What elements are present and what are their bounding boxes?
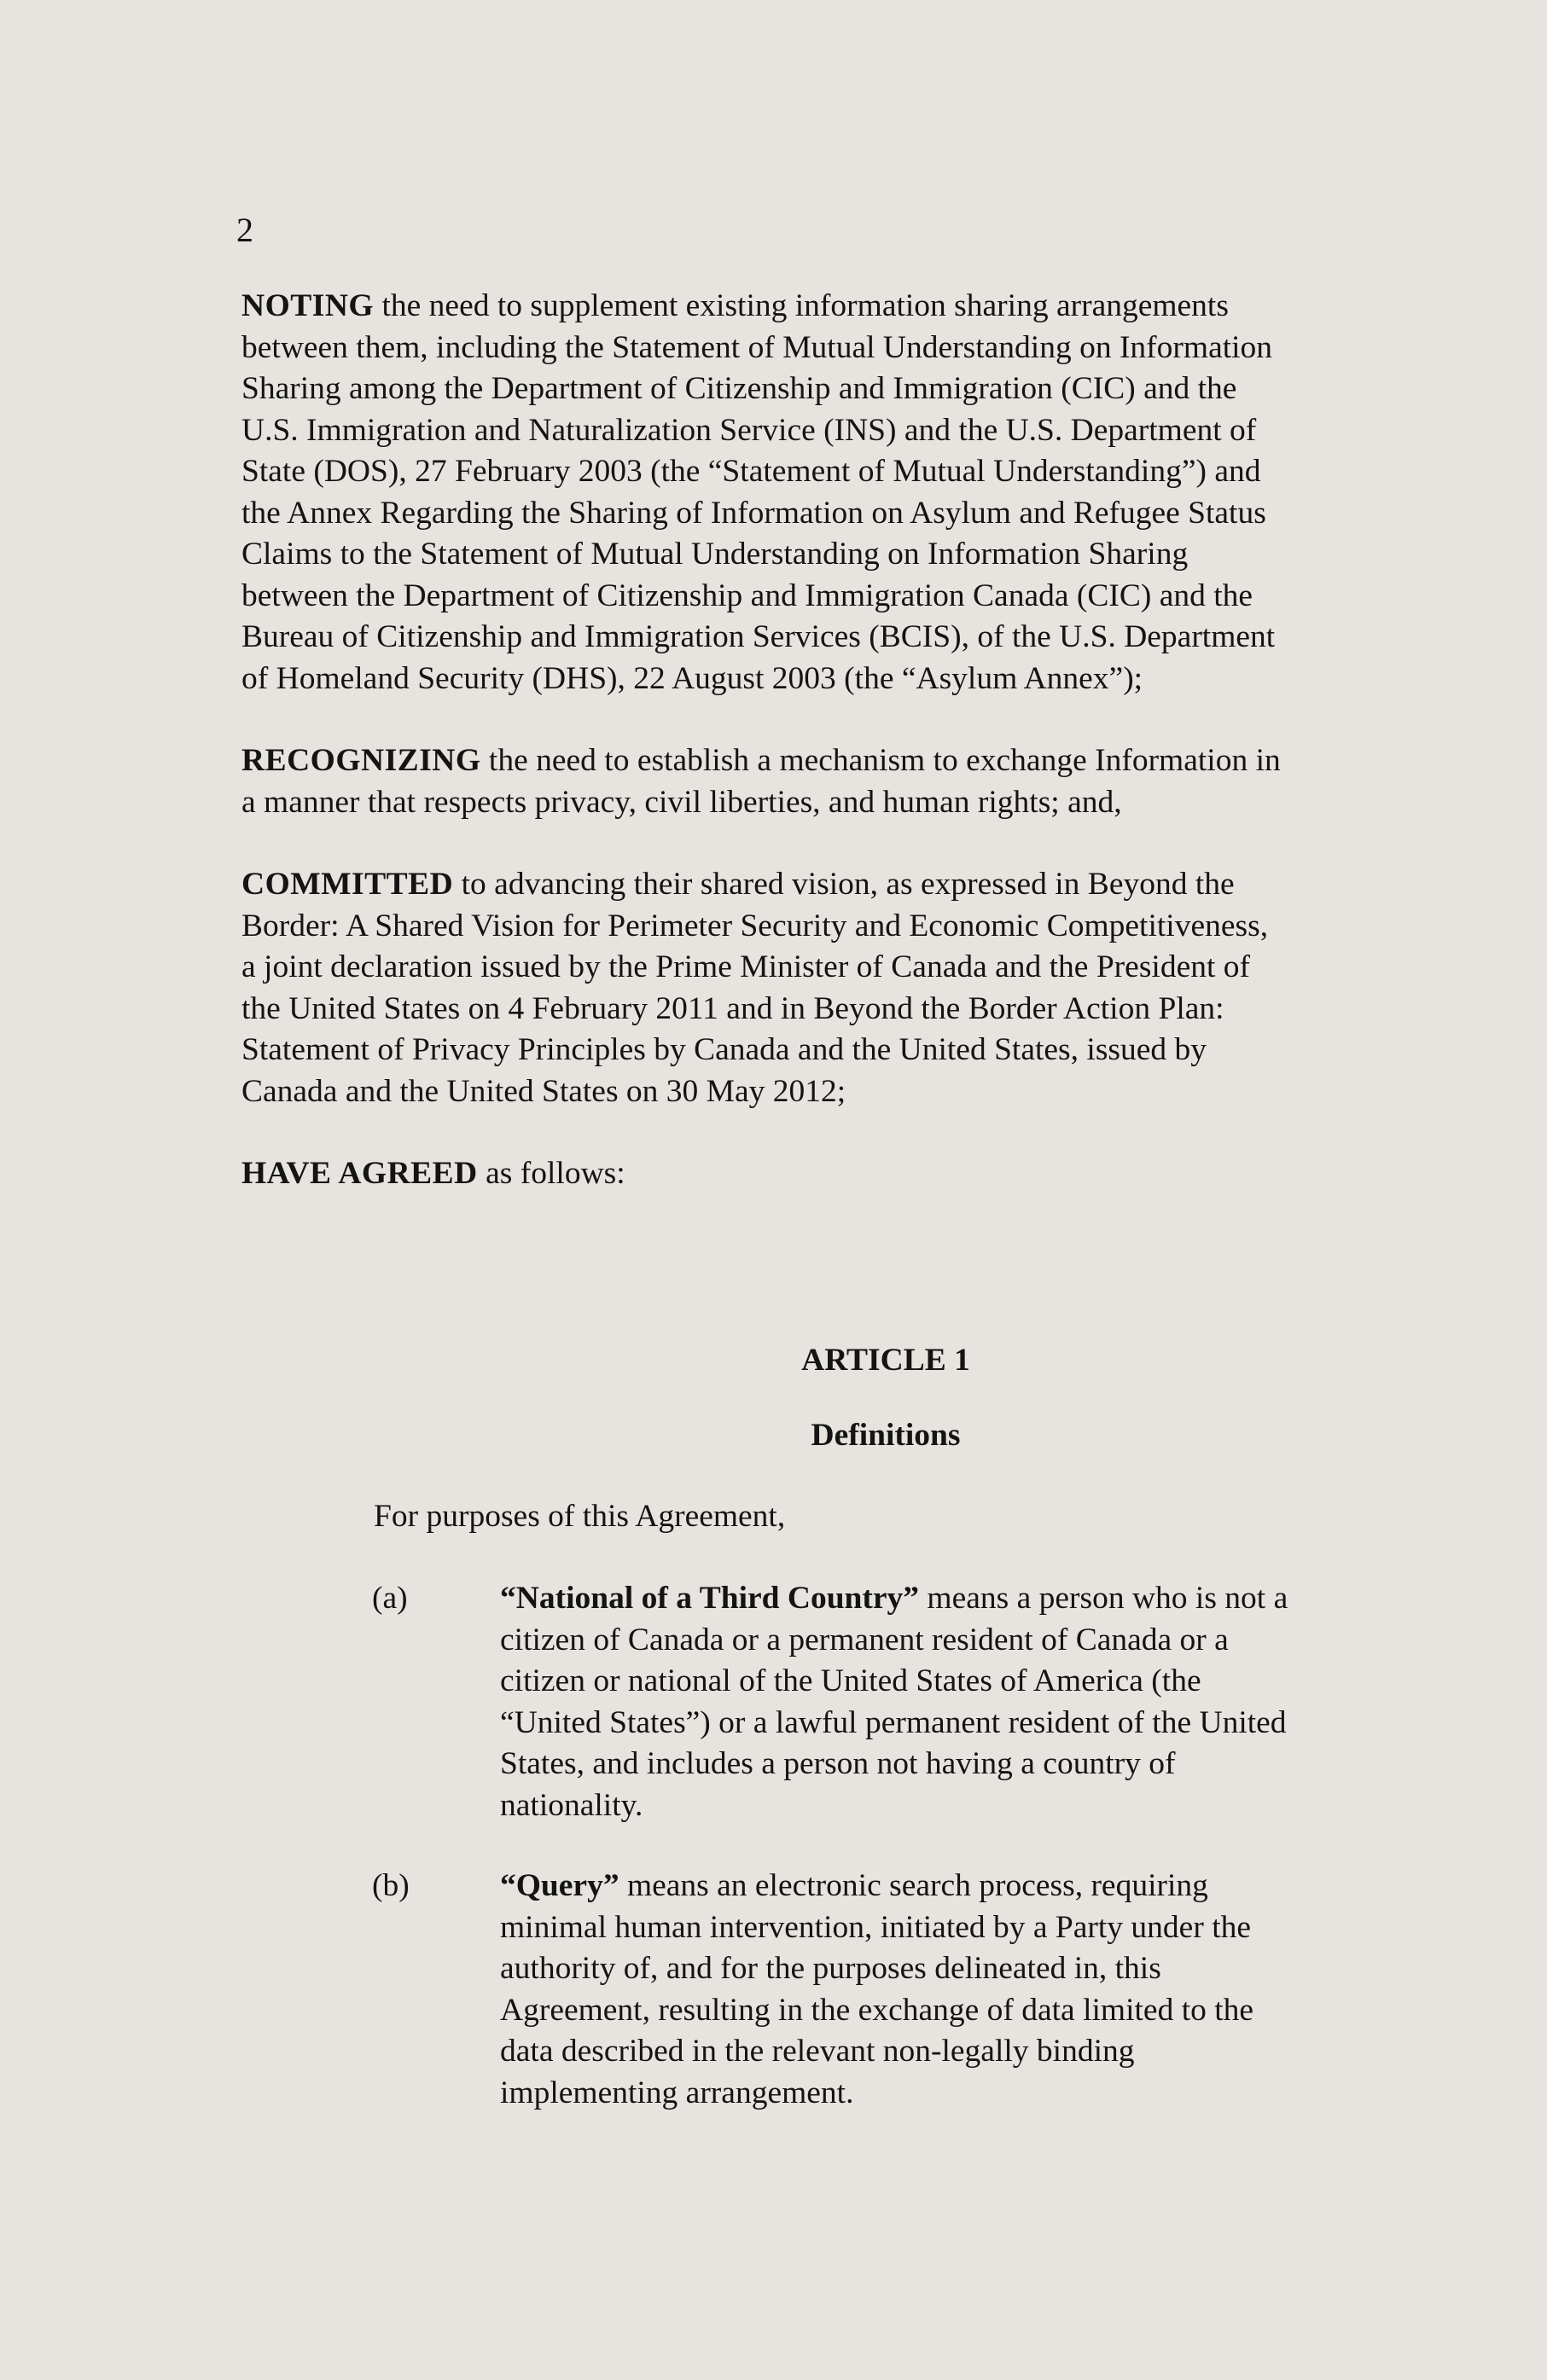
paragraph-keyword: RECOGNIZING	[241, 743, 481, 778]
definition-text	[500, 1866, 1396, 2114]
paragraph-text: as follows:	[477, 1156, 625, 1191]
definition-term: “Query”	[500, 1868, 619, 1903]
definitions-list	[241, 1578, 1419, 2114]
page-number: 2	[236, 211, 253, 249]
have-agreed-paragraph	[241, 1153, 1419, 1195]
definition-body: means a person who is not a citizen of Canada or a permanent resident of Canada or a citizen or national of the United States of America (the “United States”) or a lawful permanent resident of the United States, and includes a person not having a country of nationality.	[500, 1581, 1288, 1823]
definition-body: means an electronic search process, requiring minimal human intervention, initiated by a Party under the authority of, and for the purposes delineated in, this Agreement, resulting in the exchange of data limited to the data described in the relevant non-legally binding implementing arrangement.	[500, 1868, 1254, 2110]
noting-paragraph	[241, 286, 1419, 699]
recognizing-paragraph	[241, 740, 1419, 823]
article-intro: For purposes of this Agreement,	[374, 1498, 786, 1534]
paragraph-keyword: NOTING	[241, 288, 375, 323]
definition-label: (a)	[372, 1581, 408, 1616]
definition-term: “National of a Third Country”	[500, 1581, 920, 1616]
paragraph-keyword: HAVE AGREED	[241, 1156, 478, 1191]
definition-label: (b)	[372, 1868, 410, 1903]
paragraph-keyword: COMMITTED	[241, 867, 454, 902]
article-heading: ARTICLE 1	[801, 1342, 970, 1378]
committed-paragraph	[241, 864, 1419, 1112]
definition-text	[500, 1578, 1396, 1826]
paragraph-text: the need to supplement existing information sharing arrangements between them, including the Statement of Mutual Understanding on Information Sharing among the Department of Citizenship and Immigration (CIC) and the U.S. Immigration and Naturalization Service (INS) and the U.S. Department of State (DOS), 27 February 2003 (the “Statement of Mutual Understanding”) and the Annex Regarding the Sharing of Information on Asylum and Refugee Status Claims to the Statement of Mutual Understanding on Information Sharing between the Department of Citizenship and Immigration Canada (CIC) and the Bureau of Citizenship and Immigration Services (BCIS), of the U.S. Department of Homeland Security (DHS), 22 August 2003 (the “Asylum Annex”);	[241, 288, 1276, 696]
article-subheading: Definitions	[811, 1418, 961, 1453]
paragraph-text: to advancing their shared vision, as expressed in Beyond the Border: A Shared Vision for Perimeter Security and Economic Competitiveness, a joint declaration issued by the Prime Minister of Canada and the President of the United States on 4 February 2011 and in Beyond the Border Action Plan: Statement of Privacy Principles by Canada and the United States, issued by Canada and the United States on 30 May 2012;	[241, 867, 1269, 1109]
definition-item	[241, 1866, 1419, 2114]
document-body	[241, 286, 1419, 2153]
paragraph-text: the need to establish a mechanism to exchange Information in a manner that respects privacy, civil liberties, and human rights; and,	[241, 743, 1281, 820]
definition-item	[241, 1578, 1419, 1826]
